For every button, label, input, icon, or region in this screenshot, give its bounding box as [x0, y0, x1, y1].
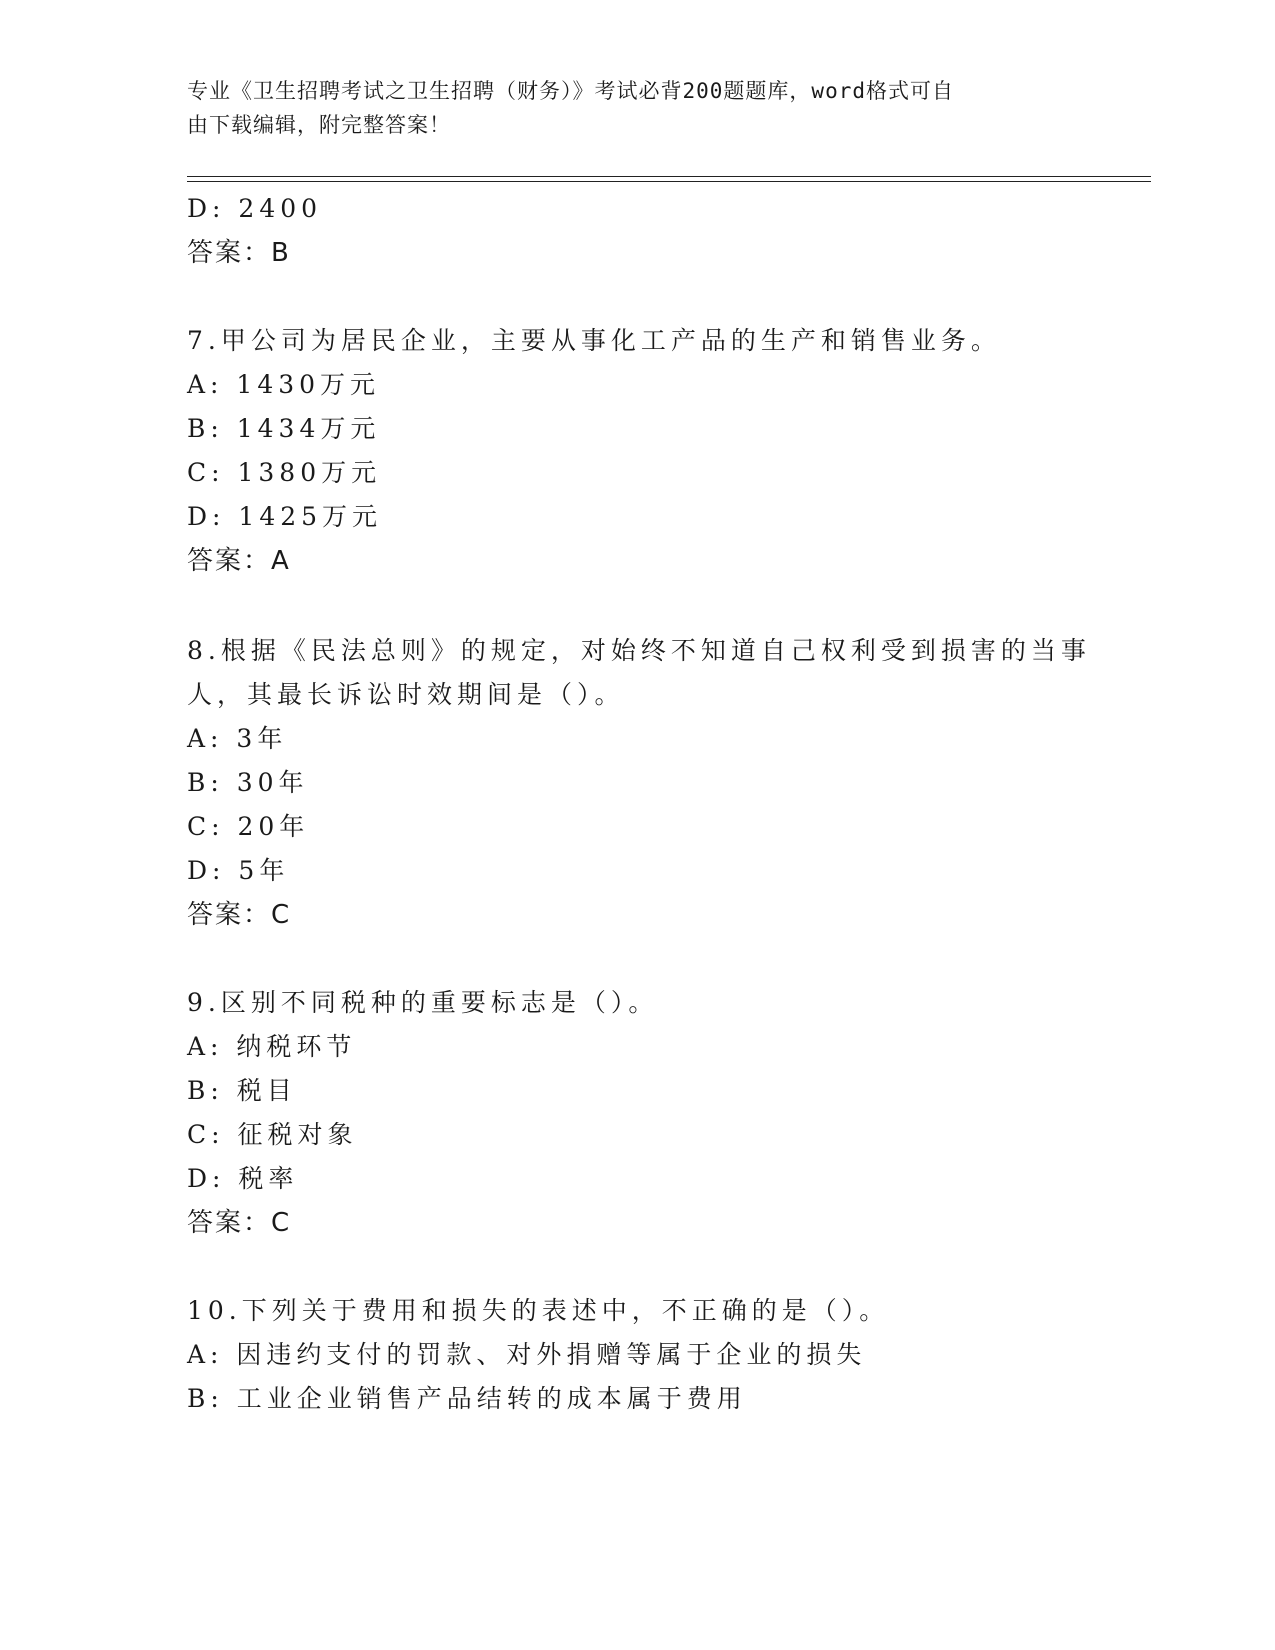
q7-question: 7.甲公司为居民企业，主要从事化工产品的生产和销售业务。: [187, 326, 1001, 355]
q7-option-b: B: 1434万元: [187, 414, 381, 443]
q6-option-d: D: 2400: [187, 194, 323, 223]
q10-option-b: B: 工业企业销售产品结转的成本属于费用: [187, 1384, 747, 1413]
q7-answer: 答案：A: [187, 546, 291, 576]
q6-answer: 答案：B: [187, 238, 291, 268]
q9-question: 9.区别不同税种的重要标志是（）。: [187, 988, 659, 1017]
q8-option-c: C: 20年: [187, 812, 310, 841]
q8-answer: 答案：C: [187, 900, 292, 930]
header-line-2: 由下载编辑，附完整答案！: [187, 113, 451, 137]
q7-option-c: C: 1380万元: [187, 458, 382, 487]
q10-question: 10.下列关于费用和损失的表述中，不正确的是（）。: [187, 1296, 890, 1325]
header-divider-bottom: [187, 181, 1151, 182]
q8-option-b: B: 30年: [187, 768, 309, 797]
q10-option-a: A: 因违约支付的罚款、对外捐赠等属于企业的损失: [187, 1340, 867, 1369]
header-divider-top: [187, 176, 1151, 177]
q7-option-d: D: 1425万元: [187, 502, 383, 531]
q8-question-line-1: 8.根据《民法总则》的规定，对始终不知道自己权利受到损害的当事: [187, 636, 1091, 665]
q9-option-a: A: 纳税环节: [187, 1032, 357, 1061]
document-header: [187, 74, 1087, 142]
header-line-1: 专业《卫生招聘考试之卫生招聘（财务）》考试必背200题题库，word格式可自: [187, 79, 954, 103]
q8-option-d: D: 5年: [187, 856, 290, 885]
q9-option-d: D: 税率: [187, 1164, 299, 1193]
q9-option-b: B: 税目: [187, 1076, 297, 1105]
q9-answer: 答案：C: [187, 1208, 292, 1238]
q8-question-line-2: 人，其最长诉讼时效期间是（）。: [187, 680, 625, 709]
q7-option-a: A: 1430万元: [187, 370, 381, 399]
q9-option-c: C: 征税对象: [187, 1120, 358, 1149]
q8-option-a: A: 3年: [187, 724, 288, 753]
